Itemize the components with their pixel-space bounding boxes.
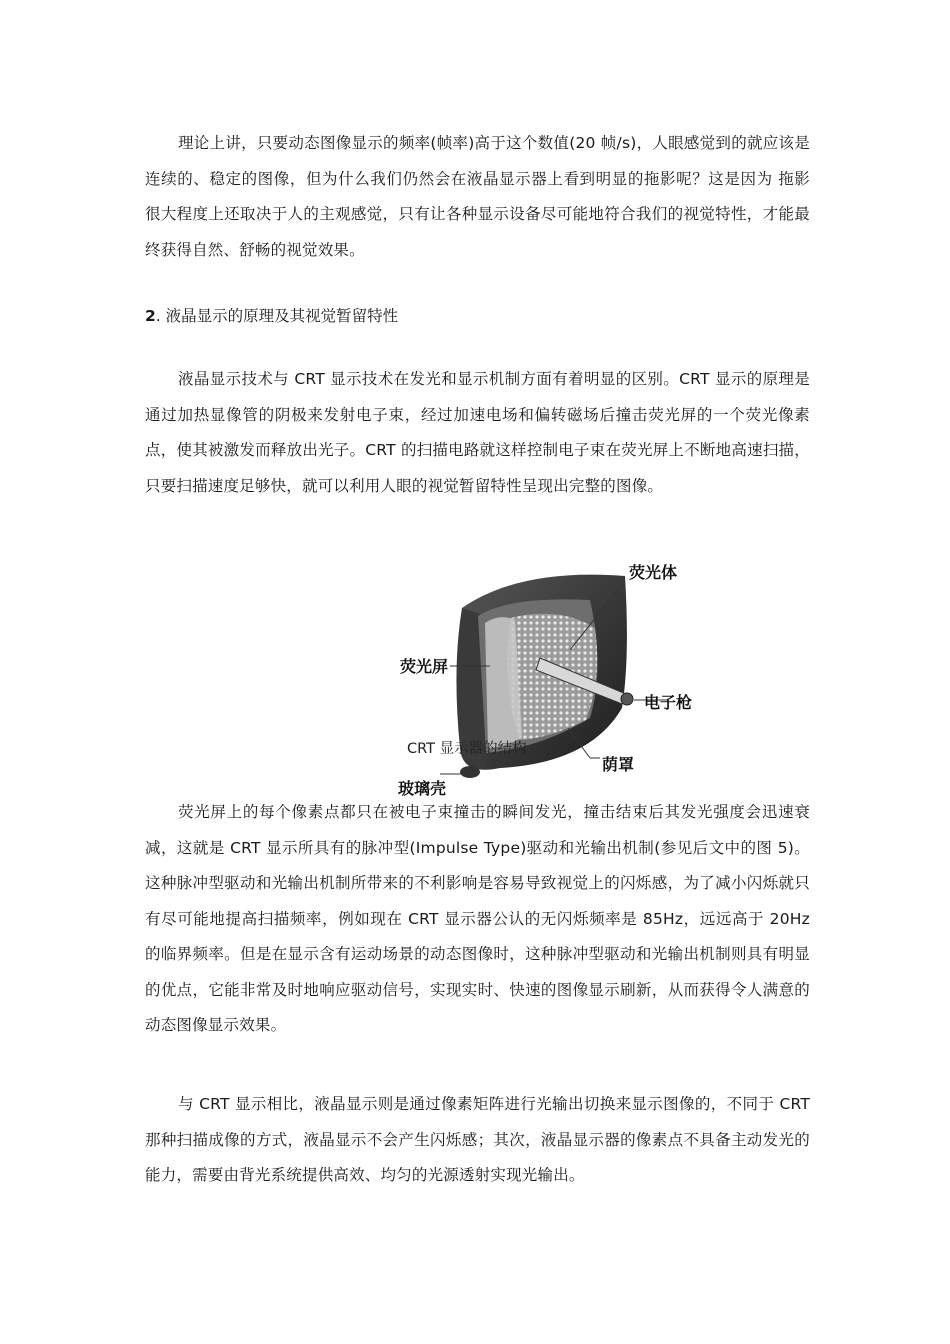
label-electron-gun: 电子枪 bbox=[644, 693, 693, 712]
label-phosphor: 荧光体 bbox=[629, 563, 678, 582]
paragraph-impulse-type: 荧光屏上的每个像素点都只在被电子束撞击的瞬间发光，撞击结束后其发光强度会迅速衰减，这就是 CRT 显示所具有的脉冲型(Impulse Type)驱动和光输出机制(参见后文中的图 5)。这种脉冲型驱动和光输出机制所带来的不利影响是容易导致视觉上的闪烁感，为了减小闪烁就只有尽可能地提高扫描频率，例如现在 CRT 显示器公认的无闪烁频率是 85Hz，远远高于 20Hz 的临界频率。但是在显示含有运动场景的动态图像时，这种脉冲型驱动和光输出机制则具有明显的优点，它能非常及时地响应驱动信号，实现实时、快速的图像显示刷新，从而获得令人满意的动态图像显示效果。 bbox=[145, 803, 810, 1034]
section-number: 2 bbox=[145, 307, 156, 325]
label-glass-shell: 玻璃壳 bbox=[398, 779, 447, 798]
section-title: . 液晶显示的原理及其视觉暂留特性 bbox=[155, 307, 399, 325]
figure-caption: CRT 显示器的结构 bbox=[407, 741, 527, 757]
label-shadow-mask: 荫罩 bbox=[602, 755, 635, 774]
crt-structure-figure bbox=[390, 548, 710, 803]
label-screen: 荧光屏 bbox=[400, 657, 449, 676]
paragraph-crt-principle: 液晶显示技术与 CRT 显示技术在发光和显示机制方面有着明显的区别。CRT 显示的原理是通过加热显像管的阴极来发射电子束，经过加速电场和偏转磁场后撞击荧光屏的一个荧光像素点，使其被激发而释放出光子。CRT 的扫描电路就这样控制电子束在荧光屏上不断地高速扫描，只要扫描速度足够快，就可以利用人眼的视觉暂留特性呈现出完整的图像。 bbox=[145, 370, 810, 495]
paragraph-frame-rate: 理论上讲，只要动态图像显示的频率(帧率)高于这个数值(20 帧/s)，人眼感觉到的就应该是连续的、稳定的图像，但为什么我们仍然会在液晶显示器上看到明显的拖影呢？这是因为 拖影 很大程度上还取决于人的主观感觉，只有让各种显示设备尽可能地符合我们的视觉特性，才能最终获得自然、舒畅的视觉效果。 bbox=[145, 134, 810, 259]
section-heading bbox=[145, 302, 398, 330]
paragraph-lcd-compare: 与 CRT 显示相比，液晶显示则是通过像素矩阵进行光输出切换来显示图像的，不同于 CRT 那种扫描成像的方式，液晶显示不会产生闪烁感；其次，液晶显示器的像素点不具备主动发光的能力，需要由背光系统提供高效、均匀的光源透射实现光输出。 bbox=[145, 1095, 810, 1184]
